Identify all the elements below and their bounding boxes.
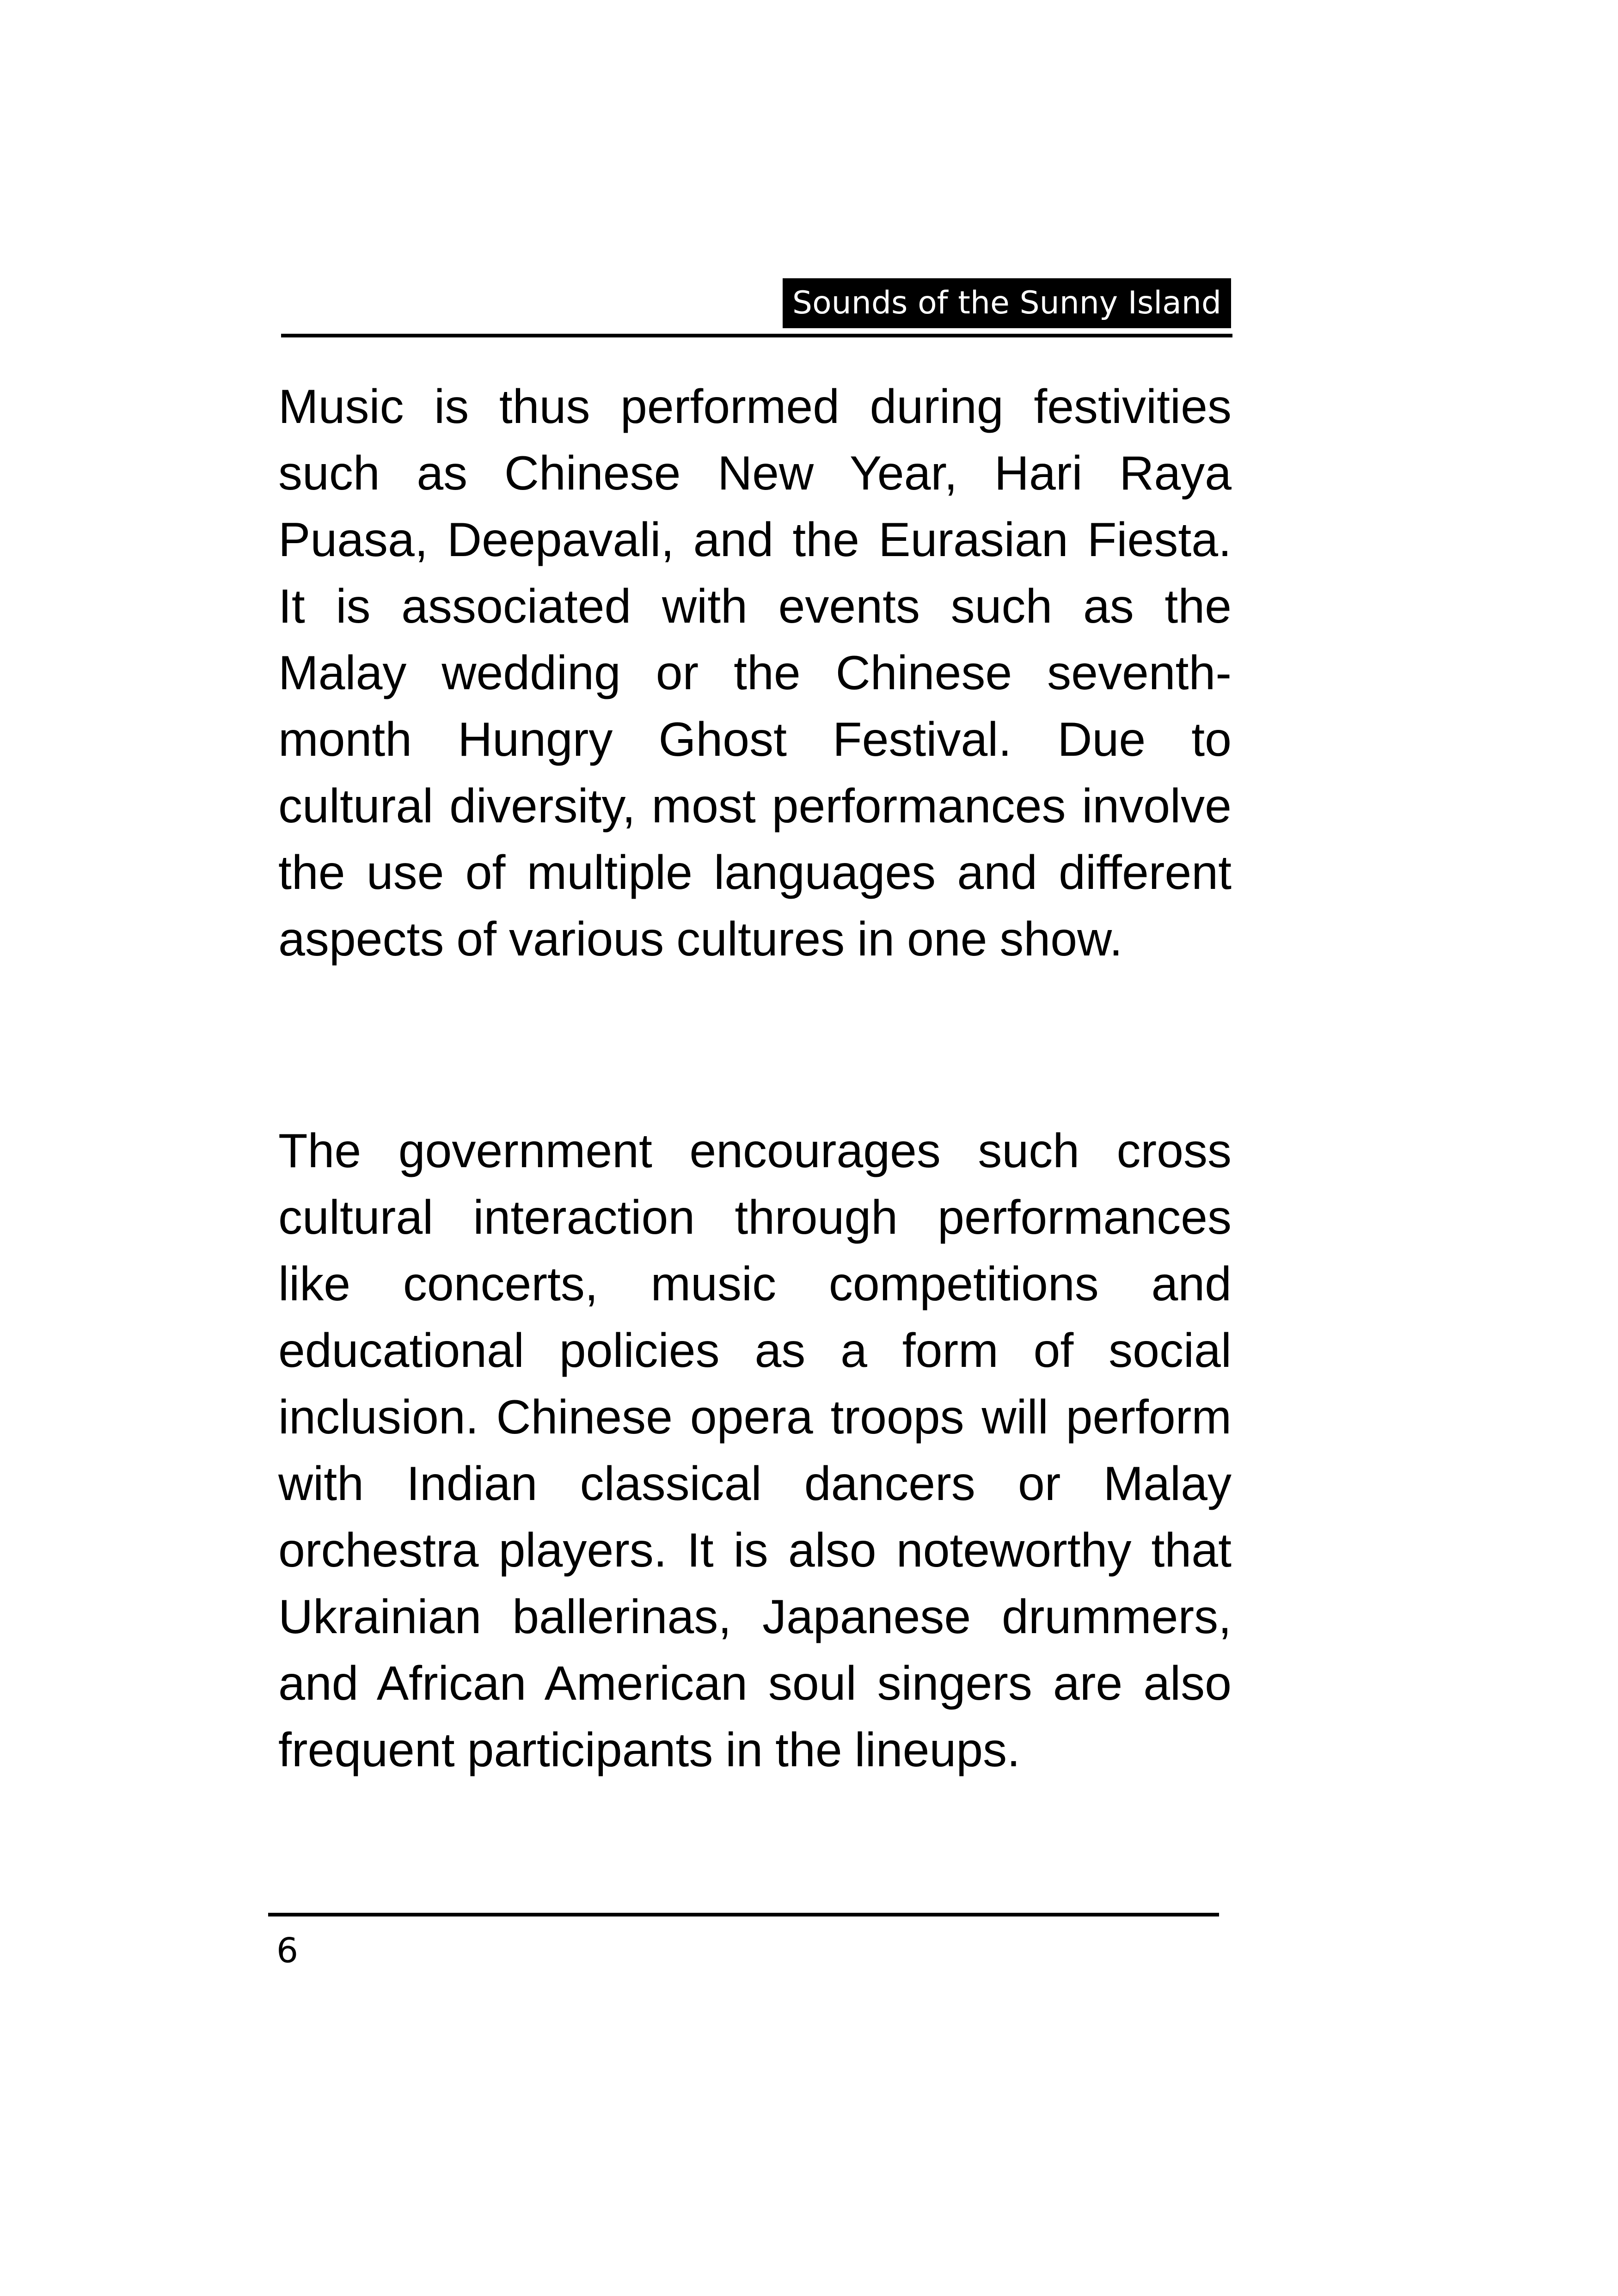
body-paragraph-cross-cultural: The government encourages such cross cultural interaction through performances like concerts, music competitions and educational policies as a form of social inclusion. Chinese opera troops will perform with Indian classical dancers or Malay orchestra players. It is also noteworthy that Ukrainian ballerinas, Japanese drummers, and African American soul singers are also frequent participants in the lineups. bbox=[278, 1124, 1232, 1777]
header-divider bbox=[281, 334, 1232, 337]
page-number: 6 bbox=[276, 1931, 299, 1971]
body-paragraph-festivities: Music is thus performed during festivities such as Chinese New Year, Hari Raya Puasa, Deepavali, and the Eurasian Fiesta. It is associated with events such as the Malay wedding or the Chinese seventh-month Hungry Ghost Festival. Due to cultural diversity, most performances involve the use of multiple languages and different aspects of various cultures in one show. bbox=[278, 380, 1232, 966]
running-header-title: Sounds of the Sunny Island bbox=[783, 278, 1231, 328]
footer-divider bbox=[268, 1913, 1219, 1916]
